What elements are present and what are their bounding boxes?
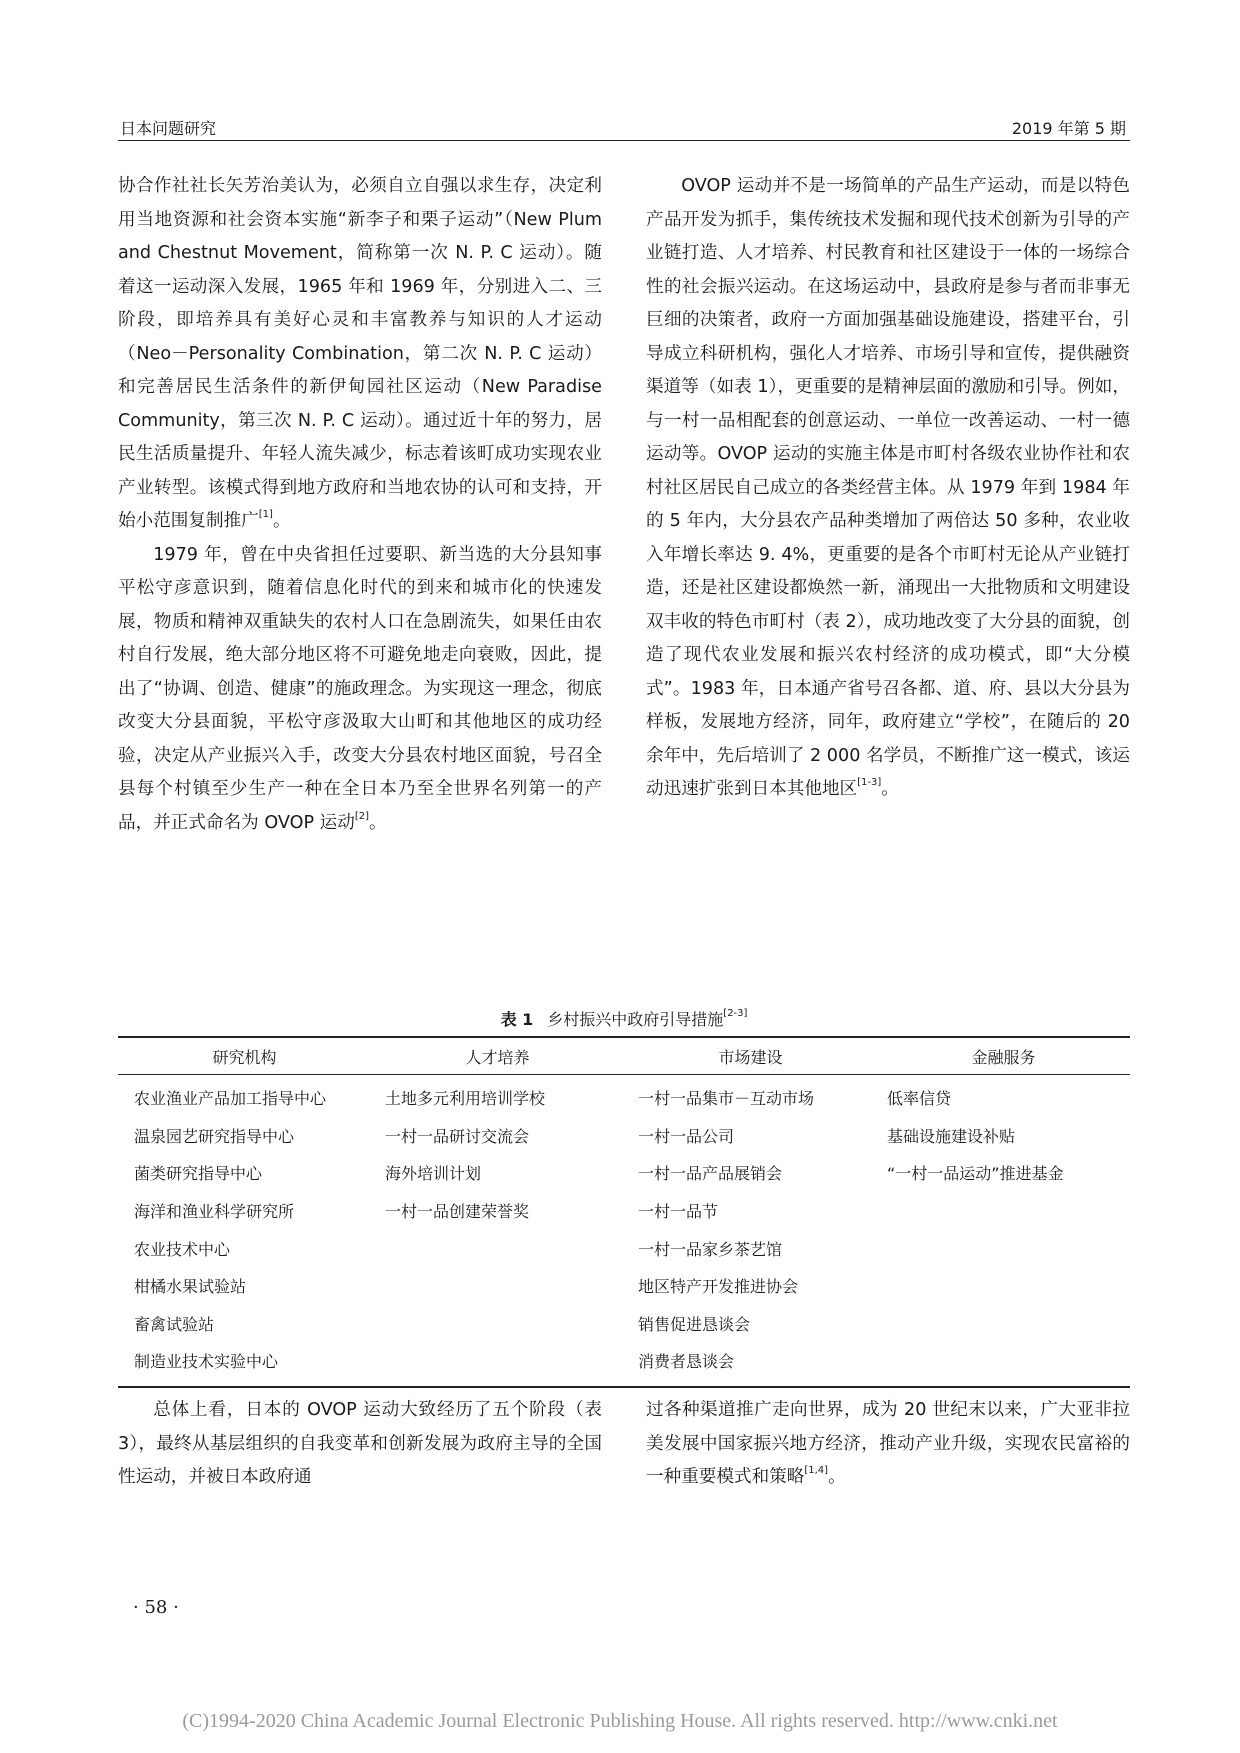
table-cell: 低率信贷 [887,1089,952,1109]
bottom-right-column [646,1394,1130,1495]
citation[interactable]: [2] [354,810,370,822]
paragraph: 过各种渠道推广走向世界，成为 20 世纪末以来，广大亚非拉美发展中国家振兴地方经济，推动产业升级，实现农民富裕的一种重要模式和策略[1,4]。 [646,1400,1130,1487]
table-body [118,1075,1130,1386]
column-header: 市场建设 [718,1047,783,1067]
table-cell: 一村一品创建荣誉奖 [385,1202,530,1222]
table-cell: 一村一品家乡茶艺馆 [638,1239,783,1259]
table-cell: 一村一品研讨交流会 [385,1126,530,1146]
table-row [118,1305,1130,1343]
table-cell: 一村一品产品展销会 [638,1164,783,1184]
measures-table [118,1036,1130,1388]
table-row [118,1117,1130,1155]
paragraph: 1979 年，曾在中央省担任过要职、新当选的大分县知事平松守彦意识到，随着信息化时代的到来和城市化的快速发展，物质和精神双重缺失的农村人口在急剧流失，如果任由农村自行发展，绝大部分地区将不可避免地走向衰败，因此，提出了“协调、创造、健康”的施政理念。为实现这一理念，彻底改变大分县面貌，平松守彦汲取大山町和其他地区的成功经验，决定从产业振兴入手，改变大分县农村地区面貌，号召全县每个村镇至少生产一种在全日本乃至全世界名列第一的产品，并正式命名为 OVOP 运动[2]。 [118,544,602,833]
right-column [646,170,1130,807]
table-row [118,1154,1130,1192]
left-column [118,170,602,840]
citation[interactable]: [1,4] [804,1465,829,1476]
issue-label: 2019 年第 5 期 [1011,119,1126,138]
paragraph: OVOP 运动并不是一场简单的产品生产运动，而是以特色产品开发为抓手，集传统技术发掘和现代技术创新为引导的产业链打造、人才培养、村民教育和社区建设于一体的一场综合性的社会振兴运动。在这场运动中，县政府是参与者而非事无巨细的决策者，政府一方面加强基础设施建设，搭建平台，引导成立科研机构，强化人才培养、市场引导和宣传，提供融资渠道等（如表 1），更重要的是精神层面的激励和引导。例如，与一村一品相配套的创意运动、一单位一改善运动、一村一德运动等。OVOP 运动的实施主体是市町村各级农业协作社和农村社区居民自己成立的各类经营主体。从 1979 年到 1984 年的 5 年内，大分县农产品种类增加了两倍达 50 多种，农业收入年增长率达 9. 4%，更重要的是各个市町村无论从产业链打造，还是社区建设都焕然一新，涌现出一大批物质和文明建设双丰收的特色市町村（表 2），成功地改变了大分县的面貌，创造了现代农业发展和振兴农村经济的成功模式，即“大分模式”。1983 年，日本通产省号召各都、道、府、县以大分县为样板，发展地方经济，同年，政府建立“学校”，在随后的 20 余年中，先后培训了 2 000 名学员，不断推广这一模式，该运动迅速扩张到日本其他地区[1-3]。 [646,176,1130,799]
table-cell: 一村一品公司 [638,1126,735,1146]
table-cell: 农业渔业产品加工指导中心 [134,1089,327,1109]
table-cell: “一村一品运动”推进基金 [887,1164,1064,1184]
table-cell: 一村一品集市－互动市场 [638,1089,815,1109]
table-header-row [118,1038,1130,1075]
table-cell: 制造业技术实验中心 [134,1352,279,1372]
table-title: 乡村振兴中政府引导措施 [547,1010,724,1029]
table-caption [118,1007,1130,1030]
table-cell: 温泉园艺研究指导中心 [134,1126,295,1146]
citation[interactable]: [2-3] [723,1008,748,1019]
table-row [118,1229,1130,1267]
table-row [118,1079,1130,1117]
table-cell: 消费者恳谈会 [638,1352,735,1372]
table-cell: 一村一品节 [638,1202,719,1222]
table-row [118,1342,1130,1380]
table-cell: 销售促进恳谈会 [638,1314,751,1334]
table-cell: 畜禽试验站 [134,1314,215,1334]
table-cell: 地区特产开发推进协会 [638,1277,799,1297]
table-cell: 海外培训计划 [385,1164,482,1184]
citation[interactable]: [1-3] [857,777,882,788]
column-header: 研究机构 [212,1047,277,1067]
paragraph: 协合作社社长矢芳治美认为，必须自立自强以求生存，决定利用当地资源和社会资本实施“新李子和栗子运动”（New Plum and Chestnut Movement，简称第一次 N. P. C 运动）。随着这一运动深入发展，1965 年和 1969 年，分别进入二、三阶段，即培养具有美好心灵和丰富教养与知识的人才运动（Neo－Personality Combination，第二次 N. P. C 运动）和完善居民生活条件的新伊甸园社区运动（New Paradise Community，第三次 N. P. C 运动）。通过近十年的努力，居民生活质量提升、年轻人流失减少，标志着该町成功实现农业产业转型。该模式得到地方政府和当地农协的认可和支持，开始小范围复制推广[1]。 [118,176,602,531]
table-cell: 柑橘水果试验站 [134,1277,247,1297]
copyright-watermark: (C)1994-2020 China Academic Journal Electronic Publishing House. All rights reserved. http://www.cnki.net [182,1710,1058,1732]
table-cell: 菌类研究指导中心 [134,1164,263,1184]
paragraph: 总体上看，日本的 OVOP 运动大致经历了五个阶段（表 3），最终从基层组织的自我变革和创新发展为政府主导的全国性运动，并被日本政府通 [118,1400,602,1487]
table-cell: 基础设施建设补贴 [887,1126,1016,1146]
table-row [118,1267,1130,1305]
table-number: 表 1 [500,1010,534,1029]
journal-name: 日本问题研究 [120,119,217,138]
table-cell: 海洋和渔业科学研究所 [134,1202,295,1222]
page-number: · 58 · [133,1597,179,1618]
running-header [118,114,1130,141]
table-cell: 农业技术中心 [134,1239,231,1259]
table-cell: 土地多元利用培训学校 [385,1089,546,1109]
column-header: 金融服务 [971,1047,1036,1067]
citation[interactable]: [1] [258,509,273,520]
table-row [118,1192,1130,1230]
column-header: 人才培养 [465,1047,530,1067]
bottom-left-column [118,1394,602,1495]
